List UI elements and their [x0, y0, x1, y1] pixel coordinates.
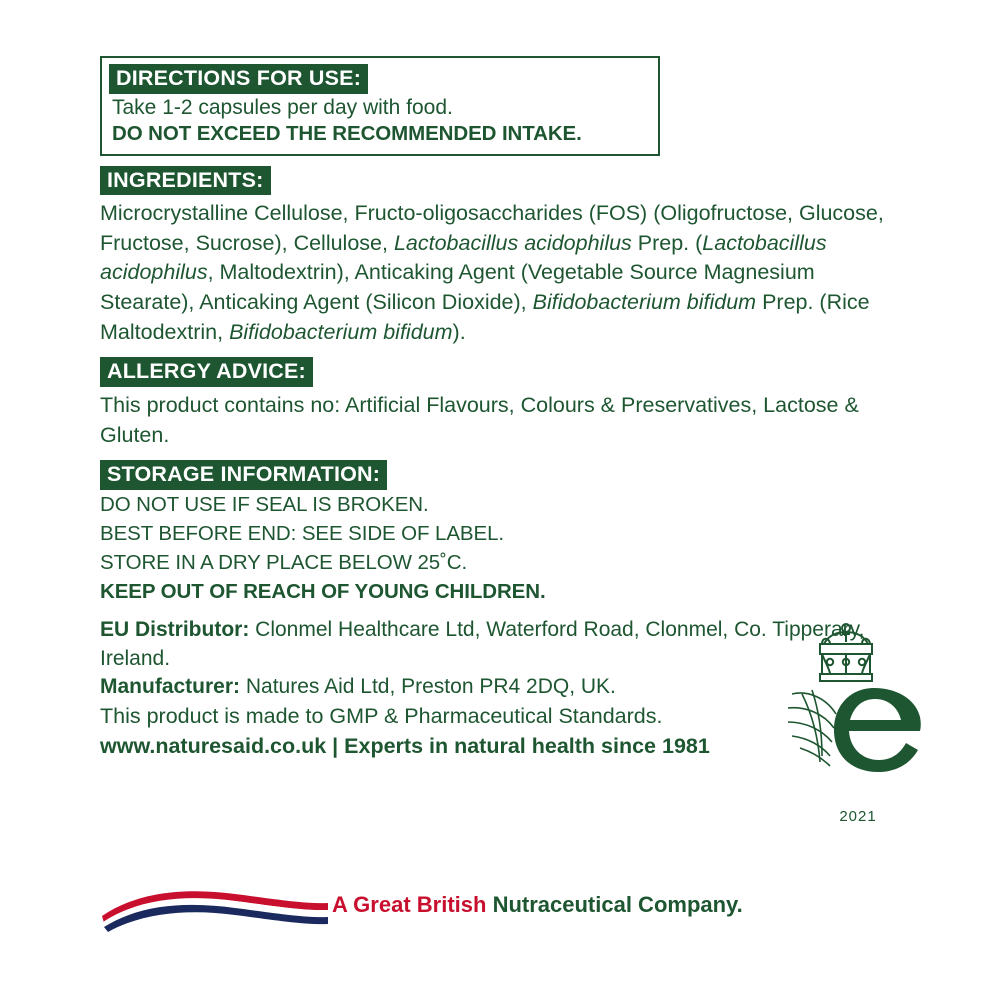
tagline-green: Nutraceutical Company.	[486, 892, 743, 917]
website-line[interactable]: www.naturesaid.co.uk | Experts in natural health since 1981	[100, 734, 710, 759]
directions-heading: DIRECTIONS FOR USE:	[109, 64, 368, 94]
directions-line-1: Take 1-2 capsules per day with food.	[112, 95, 453, 119]
ingredients-section	[100, 166, 910, 348]
emblem-year: 2021	[839, 808, 877, 825]
tagline-red: A Great British	[332, 892, 487, 917]
storage-information-section	[100, 460, 910, 606]
manufacturer-label: Manufacturer:	[100, 675, 241, 699]
manufacturer-text: Natures Aid Ltd, Preston PR4 2DQ, UK.	[240, 675, 616, 699]
gmp-standards-line: This product is made to GMP & Pharmaceutical Standards.	[100, 703, 663, 728]
eu-distributor-text: Clonmel Healthcare Ltd, Waterford Road, Clonmel, Co. Tipperary, Ireland.	[100, 618, 865, 670]
storage-line-1: DO NOT USE IF SEAL IS BROKEN.	[100, 492, 429, 516]
directions-for-use-box	[100, 56, 660, 156]
eu-distributor-label: EU Distributor:	[100, 618, 250, 642]
storage-line-3: STORE IN A DRY PLACE BELOW 25˚C.	[100, 551, 468, 574]
storage-line-4: KEEP OUT OF REACH OF YOUNG CHILDREN.	[100, 580, 546, 604]
allergy-text: This product contains no: Artificial Flavours, Colours & Preservatives, Lactose & Gluten.	[100, 392, 859, 447]
ingredients-heading: INGREDIENTS:	[100, 166, 271, 196]
allergy-heading: ALLERGY ADVICE:	[100, 357, 313, 387]
storage-line-2: BEST BEFORE END: SEE SIDE OF LABEL.	[100, 521, 504, 545]
allergy-advice-section	[100, 357, 910, 450]
queens-award-emblem	[778, 590, 938, 840]
ingredients-text: Microcrystalline Cellulose, Fructo-oligosaccharides (FOS) (Oligofructose, Glucose, Fructose, Sucrose), Cellulose, Lactobacillus acidophilus Prep. (Lactobacillus acidophilus, Maltodextrin), Anticaking Agent (Vegetable Source Magnesium Stearate), Anticaking Agent (Silicon Dioxide), Bifidobacterium bifidum Prep. (Rice Maltodextrin, Bifidobacterium bifidum).	[100, 201, 884, 344]
tagline	[332, 892, 743, 918]
storage-heading: STORAGE INFORMATION:	[100, 460, 387, 490]
emblem-graphic	[778, 590, 938, 805]
footer	[100, 886, 920, 936]
union-jack-swoosh-icon	[100, 886, 330, 932]
directions-line-2: DO NOT EXCEED THE RECOMMENDED INTAKE.	[112, 121, 582, 145]
